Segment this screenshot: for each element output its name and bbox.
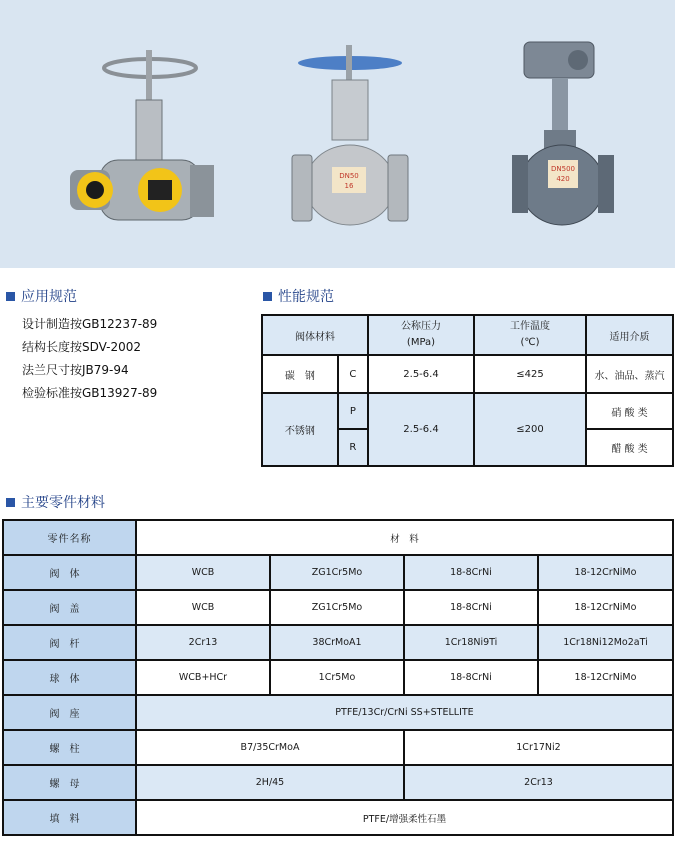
material-cell: 1Cr5Mo [270,660,404,695]
header-temp-line1: 工作温度 [510,321,550,332]
valve-2-marking-2: 16 [344,182,354,190]
spec-item: 结构长度按SDV-2002 [22,340,142,354]
material-cell: WCB+HCr [136,660,270,695]
valve-3-marking-2: 420 [556,175,570,183]
material-cell: PTFE/13Cr/CrNi SS+STELLITE [136,695,673,730]
stainless-medium-p: 硝 酸 类 [586,393,673,429]
material-cell: WCB [136,590,270,625]
table-row [262,393,673,429]
carbon-steel-label: 碳 钢 [262,355,338,393]
header-temperature [474,315,586,355]
part-name: 阀体 [3,555,136,590]
header-pressure-line2: (MPa) [406,337,436,348]
part-name: 阀杆 [3,625,136,660]
material-cell: 2Cr13 [404,765,673,800]
valve-electric-actuator-image [512,40,632,230]
parts-material-title-text: 主要零件材料 [21,495,105,511]
material-cell: 2H/45 [136,765,404,800]
table-row [3,625,673,660]
table-row [262,355,673,393]
table-row [3,590,673,625]
application-spec-list [22,313,157,405]
table-row [3,800,673,835]
part-name: 螺柱 [3,730,136,765]
spec-item: 法兰尺寸按JB79-94 [22,363,129,377]
material-cell: PTFE/增强柔性石墨 [136,800,673,835]
carbon-pressure: 2.5-6.4 [368,355,474,393]
material-cell: WCB [136,555,270,590]
part-name: 填料 [3,800,136,835]
parts-material-table [2,519,674,836]
part-name: 螺母 [3,765,136,800]
part-name: 球体 [3,660,136,695]
stainless-pressure: 2.5-6.4 [368,393,474,466]
valve-3-marking-1: DN500 [551,165,575,173]
header-material: 材 料 [136,520,673,555]
table-row [262,315,673,355]
material-cell: 1Cr17Ni2 [404,730,673,765]
table-row [3,730,673,765]
carbon-temp: ≤425 [474,355,586,393]
material-cell: 18-8CrNi [404,555,538,590]
material-cell: 18-12CrNiMo [538,660,673,695]
header-material: 阀体材料 [262,315,368,355]
application-spec-title-text: 应用规范 [21,289,77,305]
part-name: 阀座 [3,695,136,730]
valve-blue-handwheel-image [290,45,410,235]
product-banner [0,0,675,268]
material-cell: 18-12CrNiMo [538,590,673,625]
stainless-code-p: P [338,393,368,429]
stainless-temp: ≤200 [474,393,586,466]
parts-material-title [6,492,105,512]
stainless-medium-r: 醋 酸 类 [586,429,673,466]
header-part-name: 零件名称 [3,520,136,555]
header-temp-line2: (℃) [520,337,540,348]
header-pressure [368,315,474,355]
table-row [3,555,673,590]
table-row [3,765,673,800]
material-cell: 18-8CrNi [404,590,538,625]
material-cell: 18-8CrNi [404,660,538,695]
material-cell: 1Cr18Ni12Mo2aTi [538,625,673,660]
performance-spec-title-text: 性能规范 [278,289,334,305]
spec-item: 检验标准按GB13927-89 [22,386,158,400]
material-cell: 38CrMoA1 [270,625,404,660]
valve-2-marking-1: DN50 [339,172,359,180]
application-spec-title [6,286,77,306]
material-cell: 2Cr13 [136,625,270,660]
material-cell: ZG1Cr5Mo [270,555,404,590]
stainless-code-r: R [338,429,368,466]
performance-table [261,314,674,467]
carbon-medium: 水、油品、蒸汽 [586,355,673,393]
table-row [3,695,673,730]
bullet-square-icon [263,292,272,301]
spec-item: 设计制造按GB12237-89 [22,317,158,331]
material-cell: 1Cr18Ni9Ti [404,625,538,660]
carbon-code: C [338,355,368,393]
material-cell: ZG1Cr5Mo [270,590,404,625]
header-pressure-line1: 公称压力 [401,321,441,332]
material-cell: B7/35CrMoA [136,730,404,765]
header-medium: 适用介质 [586,315,673,355]
bullet-square-icon [6,292,15,301]
stainless-steel-label: 不锈钢 [262,393,338,466]
material-cell: 18-12CrNiMo [538,555,673,590]
part-name: 阀盖 [3,590,136,625]
performance-spec-title [263,286,334,306]
table-row [3,520,673,555]
valve-cutaway-image [60,40,220,230]
bullet-square-icon [6,498,15,507]
table-row [3,660,673,695]
